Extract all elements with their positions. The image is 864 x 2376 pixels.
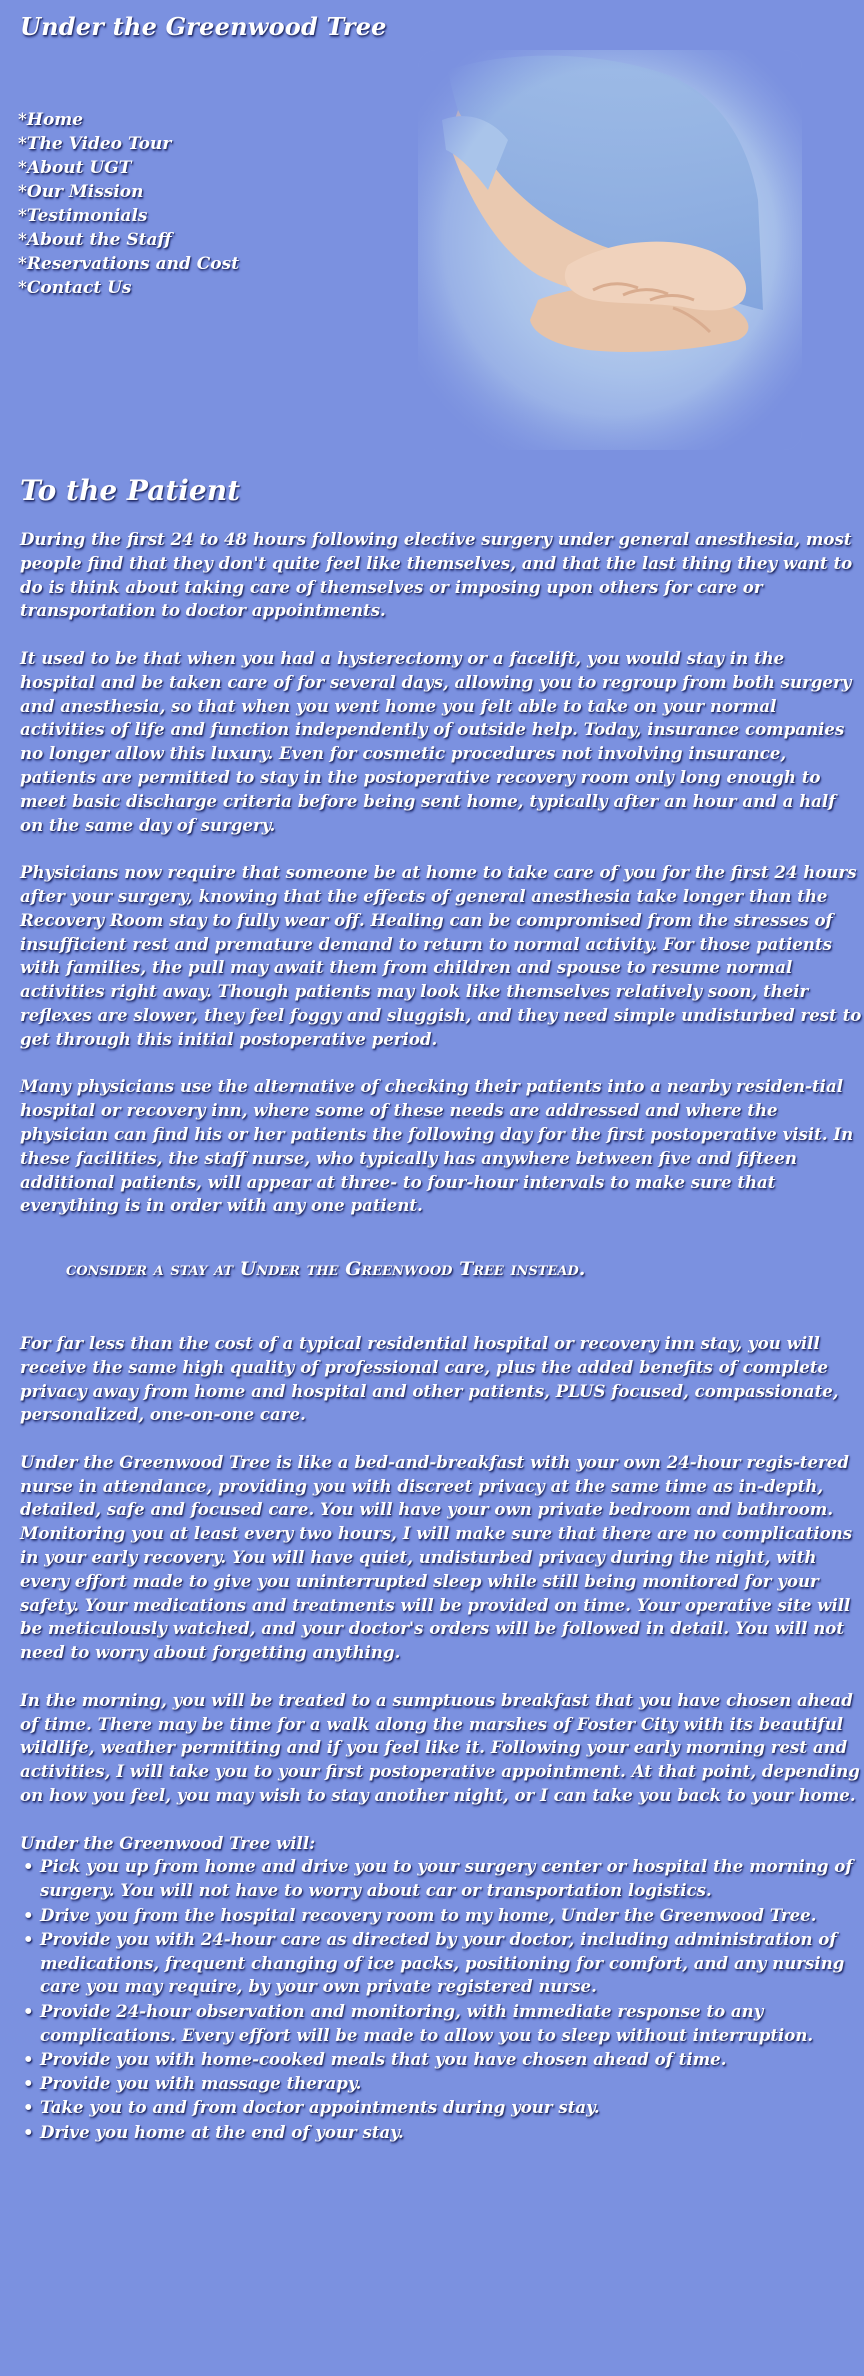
nav-item-video-tour[interactable]: *The Video Tour <box>18 134 172 154</box>
paragraph-bed-and-breakfast: Under the Greenwood Tree is like a bed-and-breakfast with your own 24-hour regis-tered nurse in attendance, providing you with discreet privacy at the same time as in-depth, detailed, safe and focused care. You will have your own private bedroom and bathroom. Monitoring you at least every two hours, I will make sure that there are no complications in your early recovery. You will have quiet, undisturbed privacy during the night, with every effort made to give you uninterrupted sleep while still being monitored for your safety. Your medications and treatments will be provided on time. Your operative site will be meticulously watched, and your doctor's orders will be followed in detail. You will not need to worry about forgetting anything. <box>20 1451 853 1663</box>
list-item <box>20 2000 862 2048</box>
service-text: Drive you from the hospital recovery room to my home, Under the Greenwood Tree. <box>40 1904 817 1925</box>
service-text: Drive you home at the end of your stay. <box>40 2121 404 2142</box>
list-item <box>20 1855 862 1903</box>
bullet-icon: • <box>23 2000 34 2021</box>
nav-item-about-ugt[interactable]: *About UGT <box>18 158 132 178</box>
bullet-icon: • <box>23 1904 34 1925</box>
list-item <box>20 2048 862 2072</box>
nav-item-reservations-cost[interactable]: *Reservations and Cost <box>18 254 240 274</box>
list-item <box>20 1928 862 1999</box>
bullet-icon: • <box>23 1856 34 1877</box>
call-to-action: consider a stay at Under the Greenwood Tree instead. <box>66 1258 586 1281</box>
paragraph-morning: In the morning, you will be treated to a sumptuous breakfast that you have chosen ahead of time. There may be time for a walk along the marshes of Foster City with its beautiful wildlife, weather permitting and if you feel like it. Following your early morning rest and activities, I will take you to your first postoperative appointment. At that point, depending on how you feel, you may wish to stay another night, or I can take you back to your home. <box>20 1689 860 1806</box>
paragraph-history: It used to be that when you had a hysterectomy or a facelift, you would stay in the hospital and be taken care of for several days, allowing you to regroup from both surgery and anesthesia, so that when you went home you felt able to take on your normal activities of life and function independently of outside help. Today, insurance companies no longer allow this luxury. Even for cosmetic procedures not involving insurance, patients are permitted to stay in the postoperative recovery room only long enough to meet basic discharge criteria before being sent home, typically after an hour and a half on the same day of surgery. <box>20 647 852 835</box>
nav-item-about-staff[interactable]: *About the Staff <box>18 230 172 250</box>
services-heading: Under the Greenwood Tree will: <box>20 1832 316 1853</box>
bullet-icon: • <box>23 2121 34 2142</box>
bullet-icon: • <box>23 1928 34 1949</box>
services-list <box>20 1855 862 2144</box>
main-nav <box>18 108 239 300</box>
service-text: Pick you up from home and drive you to your surgery center or hospital the morning of surgery. You will not have to worry about car or transportation logistics. <box>40 1856 853 1901</box>
nav-item-home[interactable]: *Home <box>18 110 84 130</box>
paragraph-alternatives: Many physicians use the alternative of checking their patients into a nearby residen-tial hospital or recovery inn, where some of these needs are addressed and where the physician can find his or her patients the following day for the first postoperative visit. In these facilities, the staff nurse, who typically has anywhere between five and fifteen additional patients, will appear at three- to four-hour intervals to make sure that everything is in order with any one patient. <box>20 1076 854 1216</box>
service-text: Provide you with 24-hour care as directed by your doctor, including administration of medications, frequent changing of ice packs, positioning for comfort, and any nursing care you may require, by your own private registered nurse. <box>40 1928 845 1997</box>
service-text: Provide 24-hour observation and monitoring, with immediate response to any complications. Every effort will be made to allow you to sleep without interruption. <box>40 2000 814 2045</box>
list-item <box>20 1904 862 1928</box>
bullet-icon: • <box>23 2097 34 2118</box>
list-item <box>20 2121 862 2145</box>
paragraph-physicians: Physicians now require that someone be at home to take care of you for the first 24 hours after your surgery, knowing that the effects of general anesthesia take longer than the Recovery Room stay to fully wear off. Healing can be compromised from the stresses of insufficient rest and premature demand to return to normal activity. For those patients with families, the pull may await them from children and spouse to resume normal activities right away. Though patients may look like themselves relatively soon, their reflexes are slower, they feel foggy and sluggish, and they need simple undisturbed rest to get through this initial postoperative period. <box>20 862 862 1049</box>
paragraph-cost: For far less than the cost of a typical residential hospital or recovery inn stay, you will receive the same high quality of professional care, plus the added benefits of complete privacy away from home and hospital and other patients, PLUS focused, compassionate, personalized, one-on-one care. <box>20 1332 839 1425</box>
service-text: Take you to and from doctor appointments during your stay. <box>40 2097 600 2118</box>
site-title: Under the Greenwood Tree <box>20 12 387 41</box>
hand-holding-hand-photo <box>418 50 802 450</box>
service-text: Provide you with home-cooked meals that you have chosen ahead of time. <box>40 2048 727 2069</box>
list-item <box>20 2096 862 2120</box>
bullet-icon: • <box>23 2073 34 2094</box>
page-content <box>20 528 862 2145</box>
list-item <box>20 2072 862 2096</box>
bullet-icon: • <box>23 2048 34 2069</box>
nav-item-testimonials[interactable]: *Testimonials <box>18 206 148 226</box>
page-heading: To the Patient <box>20 474 241 507</box>
service-text: Provide you with massage therapy. <box>40 2073 362 2094</box>
paragraph-intro: During the first 24 to 48 hours following elective surgery under general anesthesia, most people find that they don't quite feel like themselves, and that the last thing they want to do is think about taking care of themselves or imposing upon others for care or transportation to doctor appointments. <box>20 529 853 621</box>
nav-item-contact-us[interactable]: *Contact Us <box>18 278 132 298</box>
nav-item-our-mission[interactable]: *Our Mission <box>18 182 144 202</box>
